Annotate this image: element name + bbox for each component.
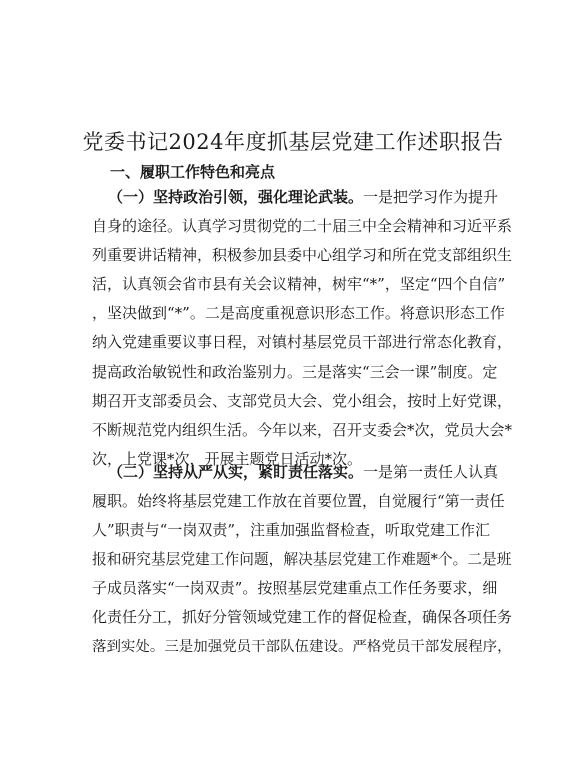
paragraph-line <box>92 458 512 487</box>
paragraph-line <box>92 183 512 212</box>
paragraph-line: 落到实处。三是加强党员干部队伍建设。严格党员干部发展程序， <box>92 638 512 655</box>
paragraph-line: 纳入党建重要议事日程，对镇村基层党员干部进行常态化教育， <box>92 333 513 352</box>
paragraph-line: 报和研究基层党建工作问题，解决基层党建工作难题*个。二是班 <box>92 551 512 569</box>
paragraph-line: 人”职责与“一岗双责”，注重加强监督检查，听取党建工作汇 <box>92 521 491 540</box>
paragraph-lead-heading: （一）坚持政治引领，强化理论武装。 <box>108 188 364 206</box>
paragraph-line: 次，上党课*次，开展主题党日活动*次。 <box>92 449 363 468</box>
paragraph-line: 活，认真领会省市县有关会议精神，树牢“*”，坚定“四个自信” <box>92 275 506 294</box>
paragraph-line: 化责任分工，抓好分管领域党建工作的督促检查，确保各项任务 <box>92 608 513 627</box>
paragraph-line: 列重要讲话精神，积极参加县委中心组学习和所在党支部组织生 <box>92 246 513 265</box>
paragraph-responsibility <box>92 458 512 662</box>
paragraph-text: 一是把学习作为提升 <box>363 188 499 206</box>
paragraph-line: 不断规范党内组织生活。今年以来，召开支委会*次，党员大会* <box>92 420 513 439</box>
paragraph-line: 期召开支部委员会、支部党员大会、党小组会，按时上好党课， <box>92 391 513 410</box>
paragraph-text: 一是第一责任人认真 <box>363 463 499 481</box>
paragraph-line: 自身的途径。认真学习贯彻党的二十届三中全会精神和习近平系 <box>92 217 513 236</box>
paragraph-line: 提高政治敏锐性和政治鉴别力。三是落实“三会一课”制度。定 <box>92 362 498 381</box>
document-title: 党委书记2024年度抓基层党建工作述职报告 <box>82 130 504 154</box>
paragraph-line: ，坚决做到“*”。二是高度重视意识形态工作。将意识形态工作 <box>92 304 505 323</box>
paragraph-political-guidance <box>92 183 512 474</box>
paragraph-line: 子成员落实“一岗双责”。按照基层党建重点工作任务要求，细 <box>92 579 498 598</box>
paragraph-lead-heading: （二）坚持从严从实，紧盯责任落实。 <box>108 463 364 481</box>
section-heading: 一、履职工作特色和亮点 <box>110 163 276 181</box>
paragraph-line: 履职。始终将基层党建工作放在首要位置，自觉履行“第一责任 <box>92 492 505 511</box>
